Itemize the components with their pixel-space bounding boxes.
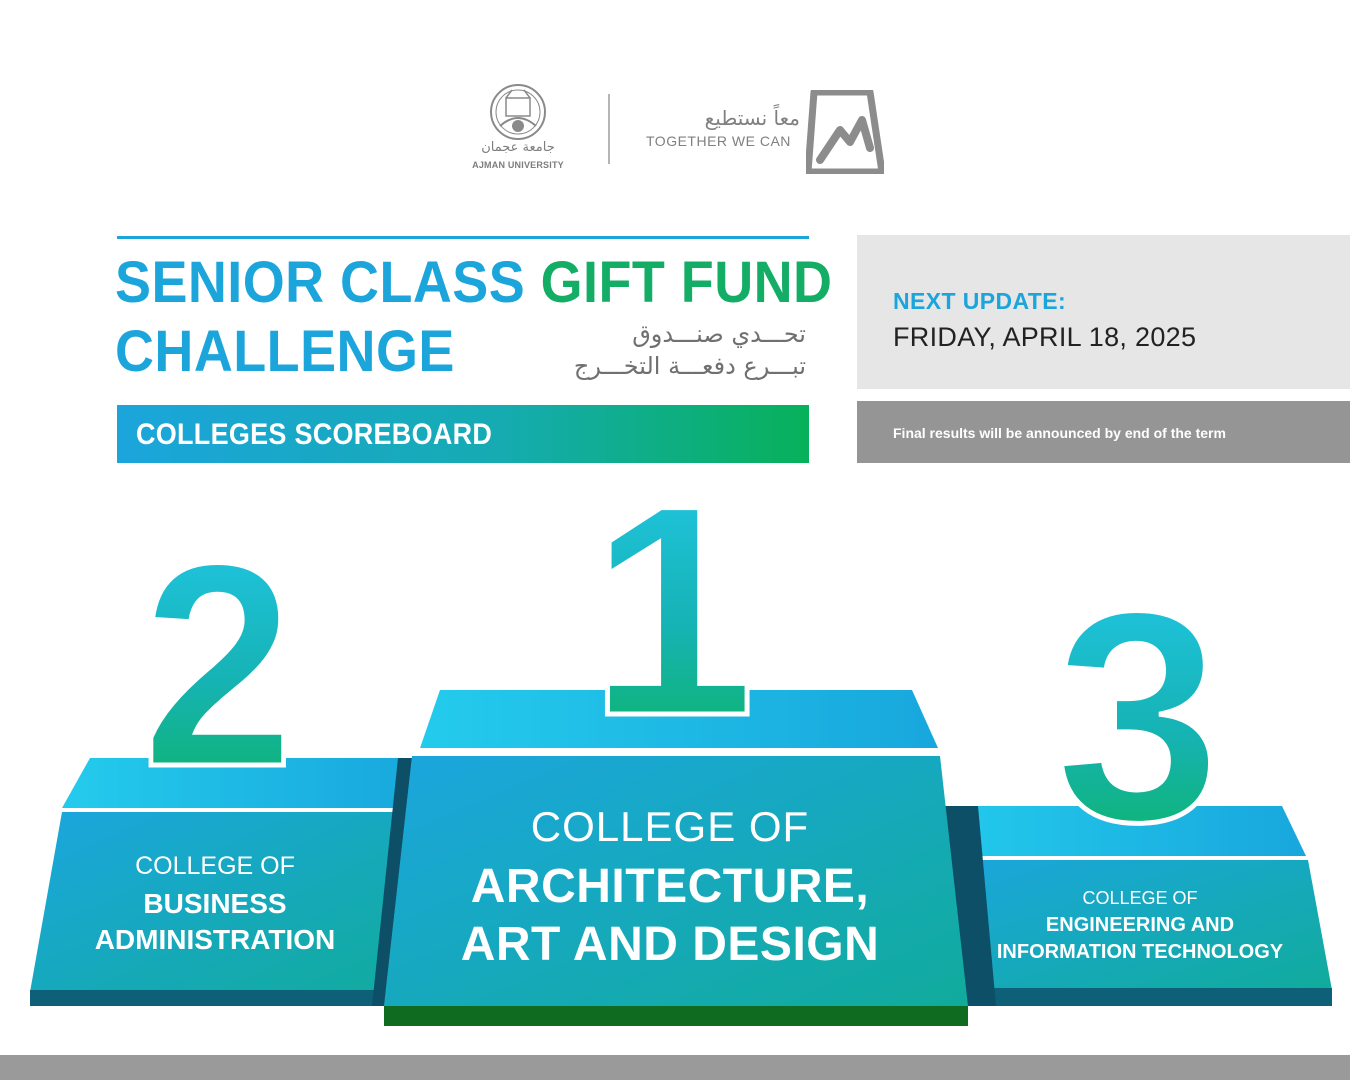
first-place-college (390, 858, 950, 974)
university-name-arabic: جامعة عجمان (481, 140, 555, 155)
together-we-can-logo (806, 90, 884, 174)
final-results-note: Final results will be announced by end of the term (893, 425, 1226, 441)
footer-bar (0, 1055, 1350, 1080)
rank-3-numeral: 3 (1054, 548, 1222, 884)
rank-1-numeral: 1 (588, 480, 756, 778)
title-part-blue: SENIOR CLASS (115, 250, 541, 315)
third-place-name-line-1: ENGINEERING AND (1045, 914, 1235, 936)
title-top-rule (117, 236, 809, 239)
rank-2-numeral: 2 (141, 502, 295, 827)
next-update-date: FRIDAY, APRIL 18, 2025 (893, 322, 1197, 352)
arabic-title-line-1: تحـــدي صنـــدوق (632, 320, 806, 348)
first-place-name-line-2: ART AND DESIGN (460, 918, 880, 971)
page-title-line-2: CHALLENGE (115, 319, 455, 384)
scoreboard-label: COLLEGES SCOREBOARD (136, 418, 493, 451)
second-place-college (60, 886, 370, 958)
second-place-name-line-1: BUSINESS (143, 888, 287, 919)
university-name-english: AJMAN UNIVERSITY (472, 160, 564, 170)
arabic-title-line-2: تبـــرع دفعـــة التخـــرج (573, 352, 806, 380)
campaign-name-english: TOGETHER WE CAN (646, 133, 791, 149)
next-update-label: NEXT UPDATE: (893, 288, 1067, 314)
third-place-college (970, 912, 1310, 966)
second-place-name-line-2: ADMINISTRATION (94, 924, 336, 955)
page-title-line-1 (115, 250, 833, 315)
title-part-green: GIFT FUND (540, 250, 833, 315)
logo-divider (608, 94, 610, 164)
third-place-name-line-2: INFORMATION TECHNOLOGY (996, 941, 1284, 963)
campaign-name-arabic: معاً نستطيع (704, 106, 800, 130)
first-place-prefix: COLLEGE OF (530, 803, 810, 850)
first-place-name-line-1: ARCHITECTURE, (470, 860, 870, 913)
second-place-prefix: COLLEGE OF (135, 852, 295, 880)
third-place-prefix: COLLEGE OF (1082, 888, 1198, 908)
